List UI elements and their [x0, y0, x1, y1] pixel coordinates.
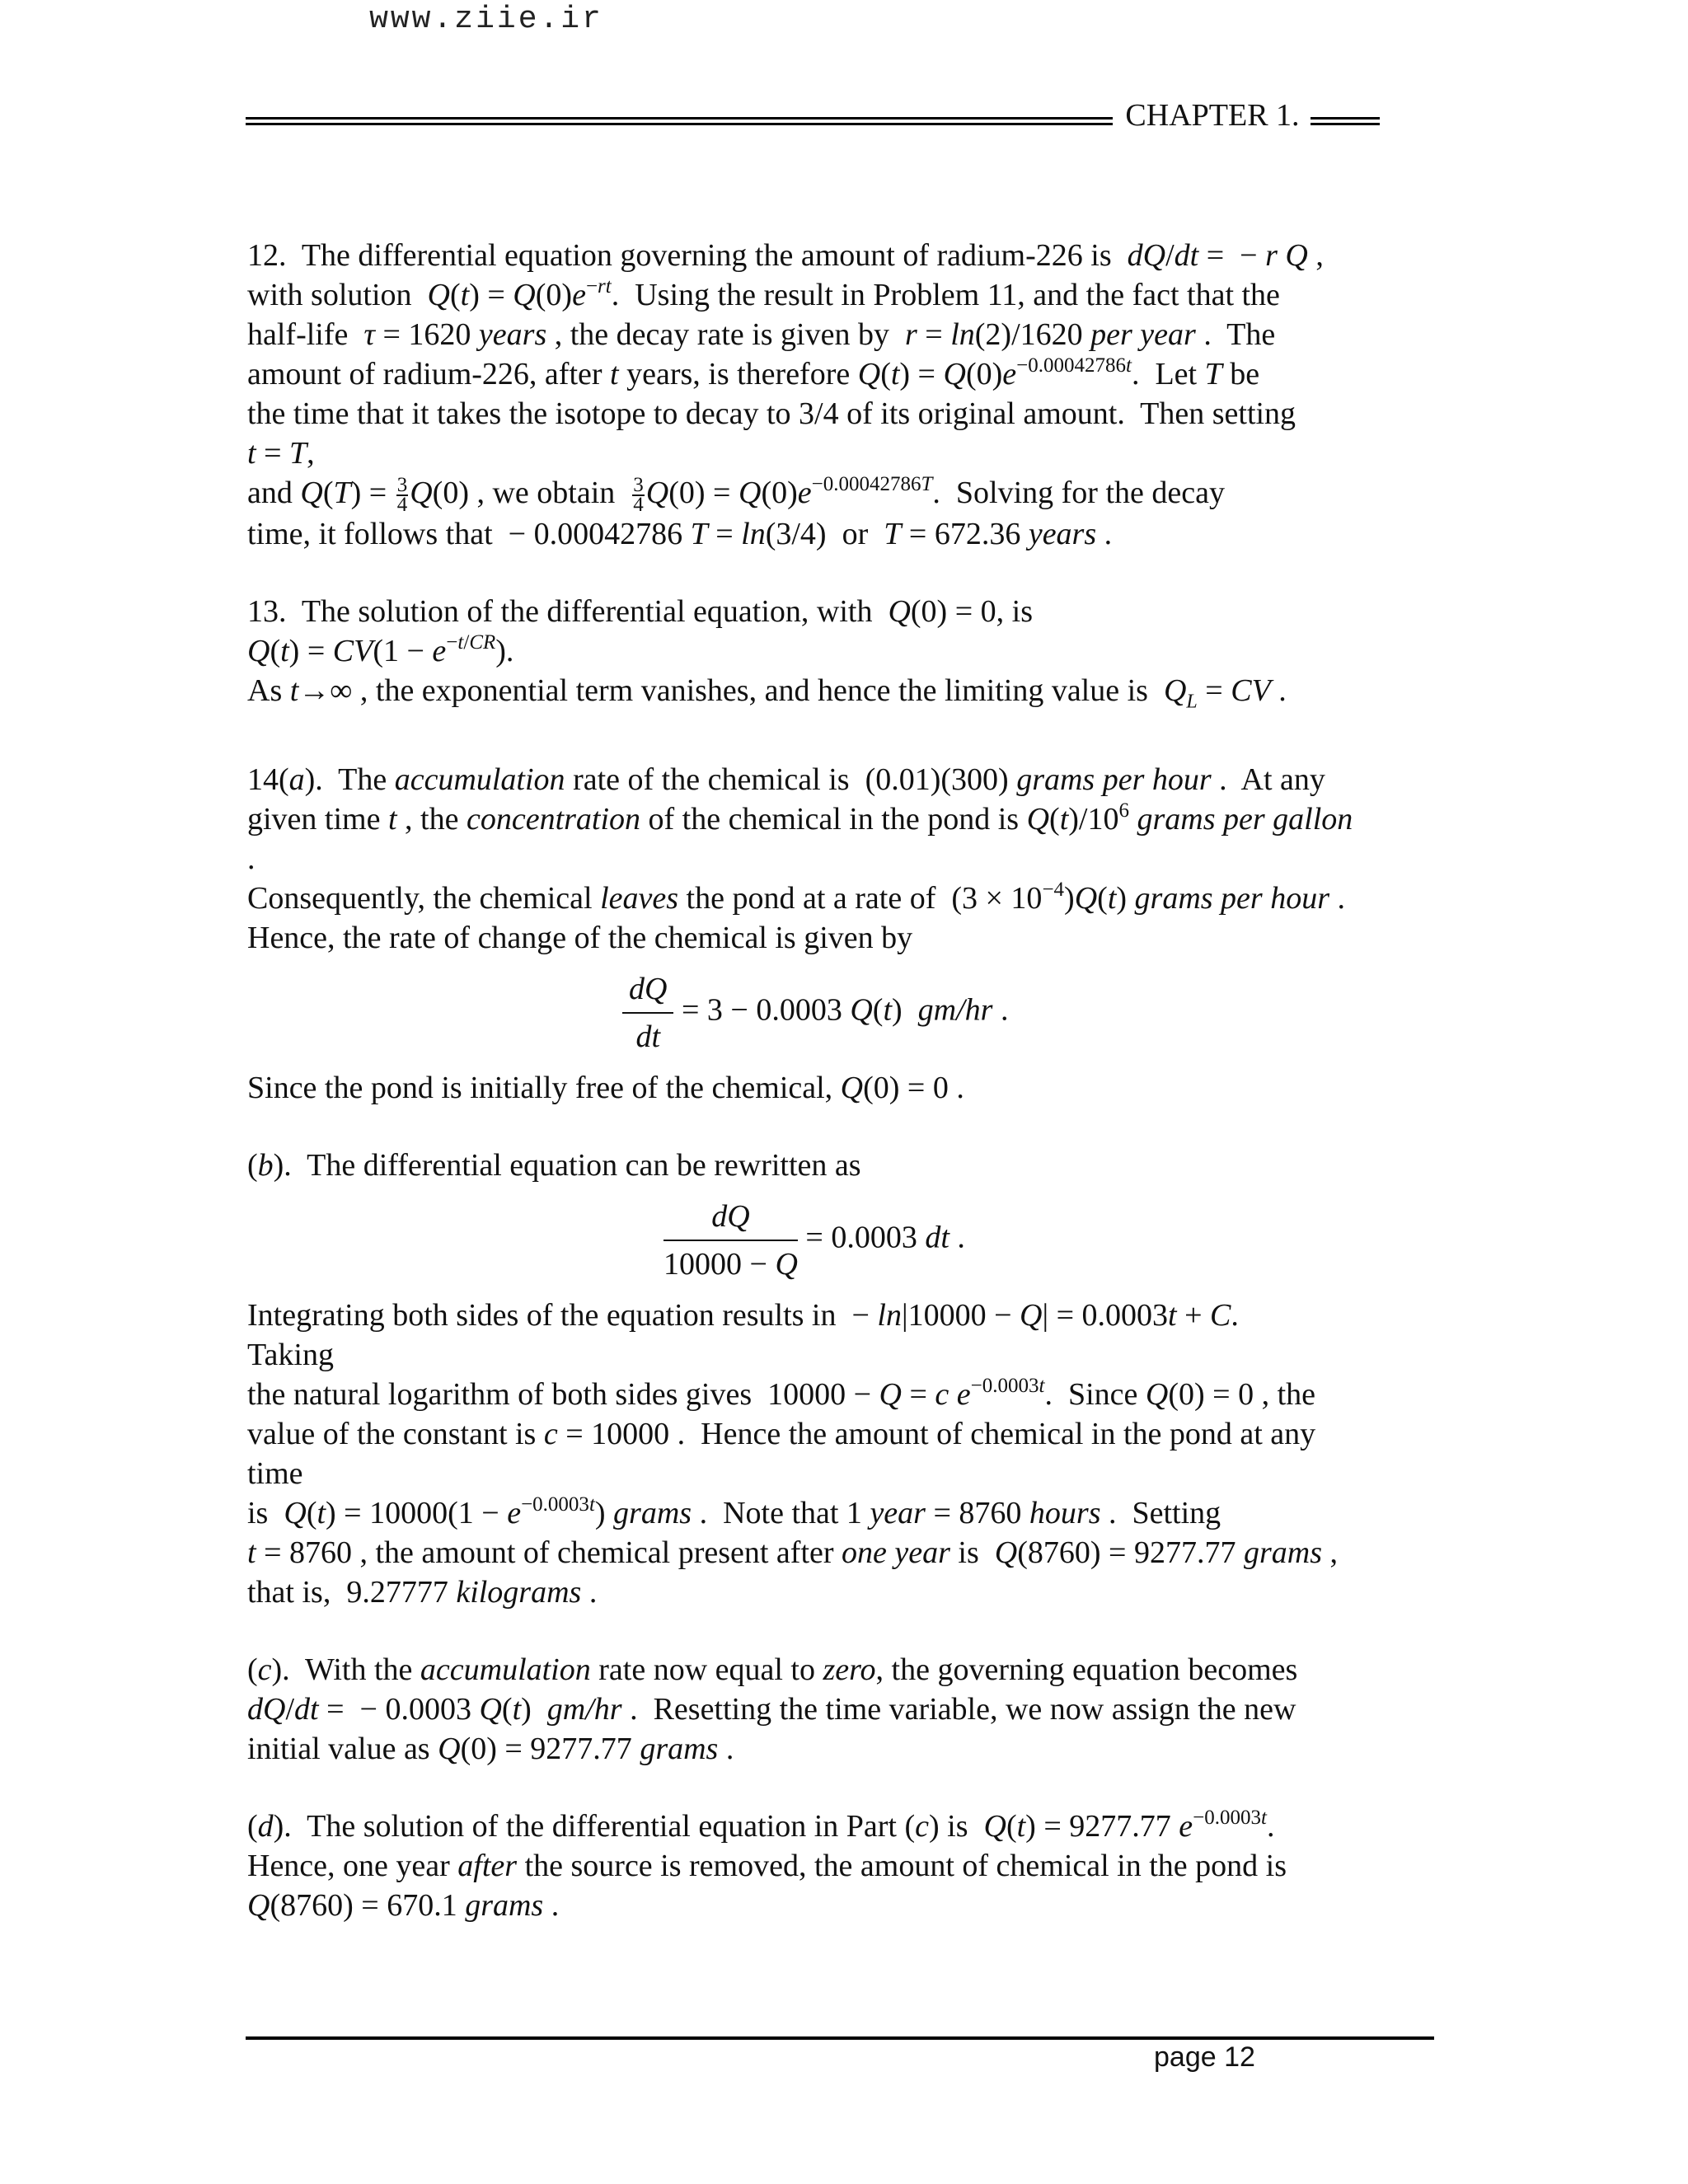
problem-14b-line-7: is $Q(t) = 10000(1 - e^{-0.0003t})$ grams . Note that 1 year = 8760 hours . Setting: [247, 1493, 1221, 1530]
problem-12-line-3: half-life τ = 1620 years , the decay rate is given by r = ln(2)/1620 per year . The: [247, 317, 1276, 352]
problem-14a-line-6: Since the pond is initially free of the chemical, Q(0) = 0 .: [247, 1070, 964, 1105]
problem-12-line-7: and Q(T) = $\frac{3}{4}$ Q(0) , we obtain $\frac{3}{4}$ $Q(0) = Q(0)e^{-0.00042786T}$. Solving for the decay: [247, 473, 1225, 517]
problem-12-line-1: 12. The differential equation governing the amount of radium-226 is dQ/dt = − r Q ,: [247, 238, 1324, 273]
header-rule-left: [246, 117, 1113, 125]
equation-separated: $\frac{dQ}{10000 - Q}$ = 0.0003 dt .: [247, 1197, 1442, 1284]
problem-14a: [247, 760, 1442, 1108]
problem-13: [247, 592, 1442, 722]
page-body: [247, 236, 1442, 1963]
problem-14d-line-3: Q(8760) = 670.1 grams .: [247, 1887, 560, 1923]
fraction-dq-10000-q: $\frac{dQ}{10000 - Q}$: [663, 1197, 798, 1284]
problem-12-line-4: amount of radium-226, after t years, is therefore $Q(t) = Q(0)e^{-0.00042786t}$. Let T be: [247, 354, 1260, 391]
problem-14b-line-9: that is, 9.27777 kilograms .: [247, 1574, 598, 1610]
problem-14d-line-1: (d). The solution of the differential equation in Part (c) is Q(t) = 9277.77 $e^{-0.0003t}$.: [247, 1806, 1275, 1844]
problem-14b-line-1: (b). The differential equation can be rewritten as: [247, 1147, 861, 1183]
problem-12: [247, 236, 1442, 554]
problem-12-line-2: with solution $Q(t) = Q(0)e^{-rt}$. Using the result in Problem 11, and the fact that the: [247, 275, 1280, 312]
problem-14b-line-6: time: [247, 1455, 303, 1491]
footer-rule: [246, 2036, 1434, 2040]
problem-14c-line-3: initial value as Q(0) = 9277.77 grams .: [247, 1731, 734, 1766]
problem-14b: [247, 1146, 1442, 1612]
problem-14b-line-3: Taking: [247, 1337, 334, 1372]
problem-14a-line-5: Hence, the rate of change of the chemical is given by: [247, 920, 913, 955]
problem-14a-line-3: .: [247, 841, 256, 876]
header-rule-right: [1311, 117, 1380, 125]
problem-14d-line-2: Hence, one year after the source is removed, the amount of chemical in the pond is: [247, 1848, 1287, 1883]
problem-14b-line-8: t = 8760 , the amount of chemical present after one year is Q(8760) = 9277.77 grams ,: [247, 1535, 1339, 1570]
problem-12-line-6: t = T,: [247, 436, 315, 471]
problem-14b-line-4: the natural logarithm of both sides gives 10000 − Q = c $e^{-0.0003t}$. Since Q(0) = 0 , the: [247, 1374, 1316, 1412]
problem-14b-line-5: value of the constant is c = 10000 . Hence the amount of chemical in the pond at any: [247, 1416, 1316, 1451]
problem-14c-line-2: dQ/dt = − 0.0003 Q(t) gm/hr . Resetting the time variable, we now assign the new: [247, 1691, 1296, 1727]
fraction-dq-dt: $\frac{dQ}{dt}$: [622, 969, 673, 1057]
problem-13-line-2: $Q(t) = CV(1 - e^{-t/CR})$.: [247, 631, 514, 669]
equation-dq-dt: $\frac{dQ}{dt}$ = 3 − 0.0003 Q(t) gm/hr .: [247, 969, 1442, 1057]
problem-14d: [247, 1807, 1442, 1925]
problem-14c-line-1: (c). With the accumulation rate now equal to zero, the governing equation becomes: [247, 1652, 1298, 1687]
problem-14c: [247, 1650, 1442, 1769]
page-number: page 12: [1154, 2041, 1255, 2073]
site-watermark: www.ziie.ir: [369, 2, 603, 37]
chapter-heading: CHAPTER 1.: [1125, 98, 1300, 133]
problem-14a-line-1: 14(a). The accumulation rate of the chemical is (0.01)(300) grams per hour . At any: [247, 762, 1325, 797]
problem-14a-line-2: given time t , the concentration of the chemical in the pond is $Q(t)/10^6$ grams per gallon: [247, 799, 1353, 837]
problem-13-line-3: As t→∞ , the exponential term vanishes, and hence the limiting value is $Q_L$ = CV .: [247, 673, 1287, 713]
problem-14a-line-4: Consequently, the chemical leaves the pond at a rate of $(3 \times 10^{-4})Q(t)$ grams per hour .: [247, 878, 1345, 916]
problem-13-line-1: 13. The solution of the differential equation, with Q(0) = 0, is: [247, 594, 1033, 630]
problem-14b-line-2: Integrating both sides of the equation results in − ln|10000 − Q| = 0.0003t + C.: [247, 1297, 1239, 1333]
problem-12-line-5: the time that it takes the isotope to decay to 3/4 of its original amount. Then setting: [247, 396, 1296, 431]
fraction-three-quarters: $\frac{3}{4}$: [396, 474, 408, 517]
problem-12-line-8: time, it follows that − 0.00042786 T = ln(3/4) or T = 672.36 years .: [247, 517, 1113, 552]
fraction-three-quarters: $\frac{3}{4}$: [633, 474, 644, 517]
